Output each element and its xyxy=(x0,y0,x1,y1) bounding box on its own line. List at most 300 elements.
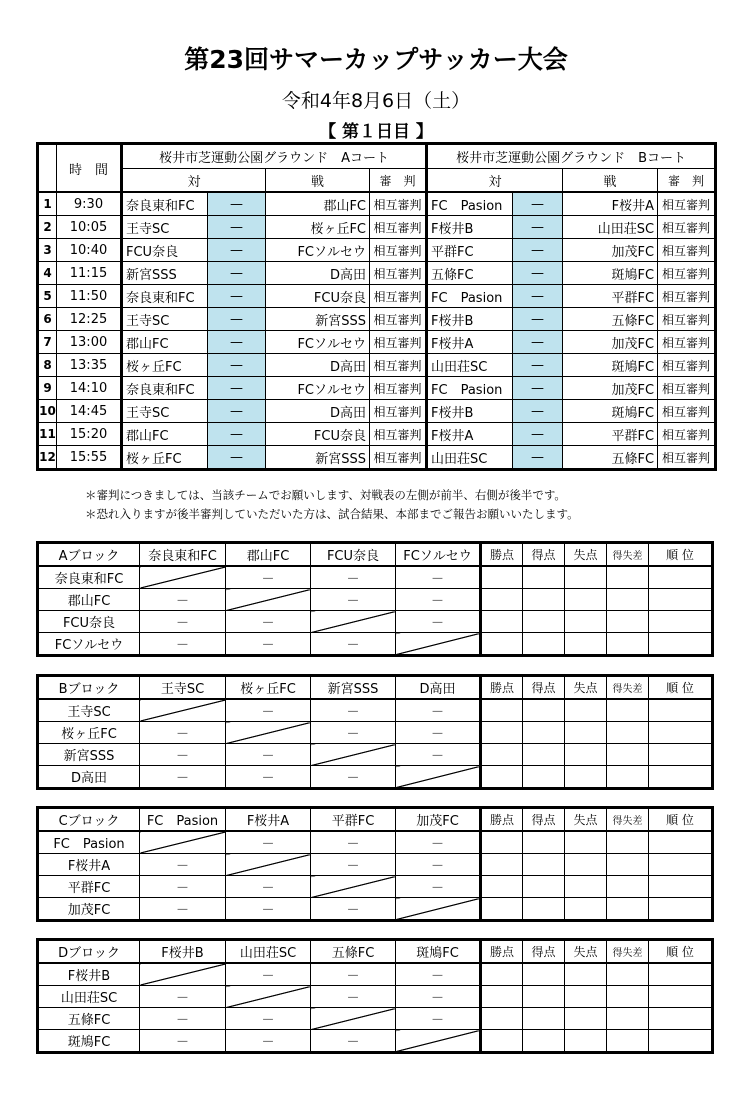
match-time: 13:35 xyxy=(57,354,122,377)
day-label: 【 第１日目 】 xyxy=(319,122,433,142)
court-b-dash: — xyxy=(513,400,563,423)
court-b-team-left: F桜井A xyxy=(427,331,513,354)
match-result-cell: － xyxy=(226,611,311,633)
court-b-dash: — xyxy=(513,354,563,377)
standing-cell xyxy=(649,611,713,633)
court-b-dash: — xyxy=(513,446,563,470)
court-a-referee: 相互審判 xyxy=(370,262,427,285)
diagonal-cell xyxy=(226,589,311,611)
block-row-team: FC Pasion xyxy=(38,831,140,854)
court-a-dash: — xyxy=(208,308,266,331)
court-b-team-left: F桜井B xyxy=(427,308,513,331)
court-a-vs-header: 対 xyxy=(122,169,266,193)
rank-header: 順 位 xyxy=(649,808,713,832)
court-b-ref-header: 審 判 xyxy=(658,169,716,193)
block-table xyxy=(36,674,714,790)
block-row xyxy=(38,876,713,898)
court-b-team-right: 加茂FC xyxy=(563,331,658,354)
match-result-cell: － xyxy=(396,876,481,898)
standing-cell xyxy=(481,1008,523,1030)
court-a-team-left: 桜ヶ丘FC xyxy=(122,446,208,470)
block-col-team: 新宮SSS xyxy=(311,676,396,700)
block-row xyxy=(38,766,713,789)
match-time: 14:45 xyxy=(57,400,122,423)
standing-cell xyxy=(481,963,523,986)
court-a-ref-header: 審 判 xyxy=(370,169,427,193)
court-a-referee: 相互審判 xyxy=(370,285,427,308)
court-b-team-left: FC Pasion xyxy=(427,377,513,400)
schedule-row xyxy=(38,239,716,262)
standing-cell xyxy=(649,986,713,1008)
standing-cell xyxy=(481,744,523,766)
goals-against-header: 失点 xyxy=(565,940,607,964)
court-b-dash: — xyxy=(513,308,563,331)
standing-cell xyxy=(481,611,523,633)
block-row-team: 五條FC xyxy=(38,1008,140,1030)
points-header: 勝点 xyxy=(481,940,523,964)
standing-cell xyxy=(649,876,713,898)
court-b-team-left: F桜井B xyxy=(427,216,513,239)
court-a-dash: — xyxy=(208,331,266,354)
standing-cell xyxy=(481,876,523,898)
match-schedule-table xyxy=(36,142,717,471)
match-result-cell: － xyxy=(396,854,481,876)
court-a-team-left: 奈良東和FC xyxy=(122,377,208,400)
block-table xyxy=(36,541,714,657)
court-a-referee: 相互審判 xyxy=(370,308,427,331)
note-1: ＊審判につきましては、当該チームでお願いします、対戦表の左側が前半、右側が後半です。 xyxy=(85,488,566,502)
match-result-cell: － xyxy=(140,1008,226,1030)
match-result-cell: － xyxy=(396,1008,481,1030)
court-b-vs-header-2: 戦 xyxy=(563,169,658,193)
match-result-cell: － xyxy=(311,722,396,744)
standing-cell xyxy=(607,986,649,1008)
block-col-team: FC Pasion xyxy=(140,808,226,832)
block-row xyxy=(38,854,713,876)
diagonal-cell xyxy=(396,898,481,921)
standing-cell xyxy=(607,633,649,656)
block-row-team: 桜ヶ丘FC xyxy=(38,722,140,744)
block-row-team: 王寺SC xyxy=(38,699,140,722)
block-row-team: F桜井A xyxy=(38,854,140,876)
court-b-referee: 相互審判 xyxy=(658,331,716,354)
standing-cell xyxy=(523,963,565,986)
match-result-cell: － xyxy=(226,898,311,921)
standing-cell xyxy=(523,611,565,633)
block-col-team: FCU奈良 xyxy=(311,543,396,567)
match-number: 4 xyxy=(38,262,57,285)
diagonal-cell xyxy=(311,611,396,633)
match-time: 10:05 xyxy=(57,216,122,239)
court-a-dash: — xyxy=(208,446,266,470)
standing-cell xyxy=(565,611,607,633)
court-b-team-left: F桜井A xyxy=(427,423,513,446)
standing-cell xyxy=(565,986,607,1008)
block-col-team: 王寺SC xyxy=(140,676,226,700)
block-row xyxy=(38,898,713,921)
standing-cell xyxy=(565,963,607,986)
court-b-referee: 相互審判 xyxy=(658,285,716,308)
court-a-team-right: D高田 xyxy=(266,262,370,285)
block-name: Dブロック xyxy=(38,940,140,964)
schedule-row xyxy=(38,423,716,446)
match-result-cell: － xyxy=(226,566,311,589)
match-number: 9 xyxy=(38,377,57,400)
block-row xyxy=(38,589,713,611)
court-a-team-right: 新宮SSS xyxy=(266,446,370,470)
block-row-team: 平群FC xyxy=(38,876,140,898)
standing-cell xyxy=(481,986,523,1008)
block-row xyxy=(38,986,713,1008)
match-number: 7 xyxy=(38,331,57,354)
court-b-team-right: 加茂FC xyxy=(563,377,658,400)
court-b-dash: — xyxy=(513,239,563,262)
match-result-cell: － xyxy=(140,898,226,921)
court-a-team-right: 新宮SSS xyxy=(266,308,370,331)
match-result-cell: － xyxy=(311,1030,396,1053)
match-time: 11:15 xyxy=(57,262,122,285)
standing-cell xyxy=(649,854,713,876)
standing-cell xyxy=(565,766,607,789)
court-b-referee: 相互審判 xyxy=(658,377,716,400)
standing-cell xyxy=(481,1030,523,1053)
court-a-team-left: 新宮SSS xyxy=(122,262,208,285)
match-number: 12 xyxy=(38,446,57,470)
schedule-row xyxy=(38,285,716,308)
block-table xyxy=(36,938,714,1054)
block-col-team: 加茂FC xyxy=(396,808,481,832)
diagonal-cell xyxy=(140,699,226,722)
match-number: 10 xyxy=(38,400,57,423)
points-header: 勝点 xyxy=(481,543,523,567)
goal-diff-header: 得失差 xyxy=(607,808,649,832)
court-b-dash: — xyxy=(513,192,563,216)
court-a-team-right: D高田 xyxy=(266,400,370,423)
diagonal-cell xyxy=(226,854,311,876)
standing-cell xyxy=(649,963,713,986)
court-b-team-right: F桜井A xyxy=(563,192,658,216)
standing-cell xyxy=(481,633,523,656)
goals-for-header: 得点 xyxy=(523,940,565,964)
court-a-team-right: D高田 xyxy=(266,354,370,377)
standing-cell xyxy=(481,566,523,589)
standing-cell xyxy=(565,876,607,898)
match-result-cell: － xyxy=(311,566,396,589)
match-time: 12:25 xyxy=(57,308,122,331)
court-b-team-left: 山田荘SC xyxy=(427,354,513,377)
standing-cell xyxy=(481,831,523,854)
match-result-cell: － xyxy=(140,766,226,789)
court-a-team-left: 王寺SC xyxy=(122,400,208,423)
notes xyxy=(85,486,579,524)
court-b-dash: — xyxy=(513,331,563,354)
court-b-team-right: 平群FC xyxy=(563,285,658,308)
block-col-team: 平群FC xyxy=(311,808,396,832)
court-b-team-right: 山田荘SC xyxy=(563,216,658,239)
match-result-cell: － xyxy=(140,986,226,1008)
standing-cell xyxy=(565,1030,607,1053)
schedule-row xyxy=(38,192,716,216)
match-number: 11 xyxy=(38,423,57,446)
court-a-team-right: 郡山FC xyxy=(266,192,370,216)
match-result-cell: － xyxy=(140,1030,226,1053)
court-a-team-left: 桜ヶ丘FC xyxy=(122,354,208,377)
match-result-cell: － xyxy=(140,722,226,744)
court-a-referee: 相互審判 xyxy=(370,192,427,216)
match-result-cell: － xyxy=(311,831,396,854)
court-b-team-left: FC Pasion xyxy=(427,285,513,308)
standing-cell xyxy=(565,744,607,766)
court-b-referee: 相互審判 xyxy=(658,262,716,285)
court-a-referee: 相互審判 xyxy=(370,239,427,262)
standing-cell xyxy=(649,831,713,854)
block-row-team: 斑鳩FC xyxy=(38,1030,140,1053)
standing-cell xyxy=(481,699,523,722)
schedule-row xyxy=(38,331,716,354)
standing-cell xyxy=(607,566,649,589)
match-result-cell: － xyxy=(396,963,481,986)
court-b-team-right: 平群FC xyxy=(563,423,658,446)
court-b-team-right: 斑鳩FC xyxy=(563,262,658,285)
block-col-team: 五條FC xyxy=(311,940,396,964)
court-b-team-right: 斑鳩FC xyxy=(563,400,658,423)
time-header: 時 間 xyxy=(57,144,122,193)
standing-cell xyxy=(607,589,649,611)
match-result-cell: － xyxy=(140,744,226,766)
court-a-referee: 相互審判 xyxy=(370,354,427,377)
block-row xyxy=(38,722,713,744)
standing-cell xyxy=(649,722,713,744)
goal-diff-header: 得失差 xyxy=(607,543,649,567)
match-result-cell: － xyxy=(226,699,311,722)
match-time: 9:30 xyxy=(57,192,122,216)
block-col-team: F桜井B xyxy=(140,940,226,964)
goal-diff-header: 得失差 xyxy=(607,676,649,700)
block-row xyxy=(38,611,713,633)
match-result-cell: － xyxy=(140,876,226,898)
block-row xyxy=(38,1008,713,1030)
standing-cell xyxy=(481,854,523,876)
block-col-team: 郡山FC xyxy=(226,543,311,567)
match-result-cell: － xyxy=(140,611,226,633)
standing-cell xyxy=(565,566,607,589)
block-row-team: FCソルセウ xyxy=(38,633,140,656)
court-a-referee: 相互審判 xyxy=(370,423,427,446)
court-b-dash: — xyxy=(513,285,563,308)
diagonal-cell xyxy=(396,633,481,656)
court-a-team-left: 郡山FC xyxy=(122,423,208,446)
standing-cell xyxy=(607,1008,649,1030)
court-b-referee: 相互審判 xyxy=(658,239,716,262)
standing-cell xyxy=(607,744,649,766)
standing-cell xyxy=(649,566,713,589)
block-row xyxy=(38,699,713,722)
diagonal-cell xyxy=(311,744,396,766)
court-a-dash: — xyxy=(208,400,266,423)
court-b-dash: — xyxy=(513,423,563,446)
court-b-team-left: FC Pasion xyxy=(427,192,513,216)
court-b-referee: 相互審判 xyxy=(658,192,716,216)
standing-cell xyxy=(565,854,607,876)
standing-cell xyxy=(523,699,565,722)
standing-cell xyxy=(565,722,607,744)
goals-against-header: 失点 xyxy=(565,808,607,832)
match-result-cell: － xyxy=(226,831,311,854)
court-a-team-right: 桜ヶ丘FC xyxy=(266,216,370,239)
standing-cell xyxy=(565,589,607,611)
match-result-cell: － xyxy=(311,898,396,921)
note-2: ＊恐れ入りますが後半審判していただいた方は、試合結果、本部までご報告お願いいたします。 xyxy=(85,507,579,521)
match-result-cell: － xyxy=(140,633,226,656)
court-b-dash: — xyxy=(513,216,563,239)
match-result-cell: － xyxy=(396,611,481,633)
match-result-cell: － xyxy=(140,589,226,611)
standing-cell xyxy=(481,766,523,789)
court-a-team-right: FCソルセウ xyxy=(266,331,370,354)
court-a-dash: — xyxy=(208,423,266,446)
block-col-team: 斑鳩FC xyxy=(396,940,481,964)
block-row-team: 新宮SSS xyxy=(38,744,140,766)
block-row xyxy=(38,1030,713,1053)
court-a-team-right: FCソルセウ xyxy=(266,377,370,400)
match-result-cell: － xyxy=(140,854,226,876)
standing-cell xyxy=(523,744,565,766)
block-row-team: 加茂FC xyxy=(38,898,140,921)
match-number: 2 xyxy=(38,216,57,239)
match-result-cell: － xyxy=(396,831,481,854)
goals-for-header: 得点 xyxy=(523,676,565,700)
match-number: 5 xyxy=(38,285,57,308)
standing-cell xyxy=(607,963,649,986)
event-date: 令和4年8月6日（土） xyxy=(281,90,471,112)
match-result-cell: － xyxy=(396,566,481,589)
standing-cell xyxy=(523,1008,565,1030)
schedule-row xyxy=(38,308,716,331)
standing-cell xyxy=(523,1030,565,1053)
block-row-team: D高田 xyxy=(38,766,140,789)
court-b-referee: 相互審判 xyxy=(658,354,716,377)
match-result-cell: － xyxy=(311,699,396,722)
block-row xyxy=(38,831,713,854)
match-result-cell: － xyxy=(226,963,311,986)
standing-cell xyxy=(523,831,565,854)
court-b-dash: — xyxy=(513,377,563,400)
court-a-dash: — xyxy=(208,354,266,377)
points-header: 勝点 xyxy=(481,808,523,832)
court-a-header: 桜井市芝運動公園グラウンド Aコート xyxy=(122,144,427,169)
court-b-referee: 相互審判 xyxy=(658,216,716,239)
rank-header: 順 位 xyxy=(649,940,713,964)
court-b-team-right: 加茂FC xyxy=(563,239,658,262)
court-a-referee: 相互審判 xyxy=(370,446,427,470)
block-col-team: F桜井A xyxy=(226,808,311,832)
court-a-team-right: FCソルセウ xyxy=(266,239,370,262)
block-row xyxy=(38,633,713,656)
match-time: 13:00 xyxy=(57,331,122,354)
court-b-team-left: 五條FC xyxy=(427,262,513,285)
block-row xyxy=(38,566,713,589)
block-table xyxy=(36,806,714,922)
court-a-referee: 相互審判 xyxy=(370,331,427,354)
schedule-row xyxy=(38,446,716,470)
court-a-team-left: FCU奈良 xyxy=(122,239,208,262)
page-title: 第23回サマーカップサッカー大会 xyxy=(184,45,568,74)
block-row-team: 山田荘SC xyxy=(38,986,140,1008)
court-b-referee: 相互審判 xyxy=(658,446,716,470)
diagonal-cell xyxy=(311,1008,396,1030)
court-a-team-left: 郡山FC xyxy=(122,331,208,354)
match-time: 15:20 xyxy=(57,423,122,446)
match-number: 1 xyxy=(38,192,57,216)
standing-cell xyxy=(649,898,713,921)
match-time: 10:40 xyxy=(57,239,122,262)
standing-cell xyxy=(481,722,523,744)
standing-cell xyxy=(565,699,607,722)
standing-cell xyxy=(523,633,565,656)
court-b-team-right: 五條FC xyxy=(563,446,658,470)
standing-cell xyxy=(649,589,713,611)
standing-cell xyxy=(649,699,713,722)
standing-cell xyxy=(607,611,649,633)
court-a-team-left: 王寺SC xyxy=(122,216,208,239)
court-a-team-left: 奈良東和FC xyxy=(122,192,208,216)
court-b-team-right: 斑鳩FC xyxy=(563,354,658,377)
standing-cell xyxy=(523,722,565,744)
match-number: 3 xyxy=(38,239,57,262)
match-time: 11:50 xyxy=(57,285,122,308)
standing-cell xyxy=(607,898,649,921)
standing-cell xyxy=(607,766,649,789)
standing-cell xyxy=(607,699,649,722)
block-name: Aブロック xyxy=(38,543,140,567)
points-header: 勝点 xyxy=(481,676,523,700)
standing-cell xyxy=(481,898,523,921)
court-b-referee: 相互審判 xyxy=(658,308,716,331)
standing-cell xyxy=(649,766,713,789)
court-b-referee: 相互審判 xyxy=(658,423,716,446)
court-a-team-left: 奈良東和FC xyxy=(122,285,208,308)
court-b-team-right: 五條FC xyxy=(563,308,658,331)
court-b-team-left: F桜井B xyxy=(427,400,513,423)
court-b-header: 桜井市芝運動公園グラウンド Bコート xyxy=(427,144,716,169)
block-row xyxy=(38,963,713,986)
schedule-row xyxy=(38,377,716,400)
match-result-cell: － xyxy=(226,744,311,766)
standing-cell xyxy=(523,566,565,589)
goals-for-header: 得点 xyxy=(523,543,565,567)
court-a-dash: — xyxy=(208,216,266,239)
standing-cell xyxy=(607,1030,649,1053)
goals-against-header: 失点 xyxy=(565,676,607,700)
court-b-vs-header: 対 xyxy=(427,169,563,193)
block-col-team: 奈良東和FC xyxy=(140,543,226,567)
match-result-cell: － xyxy=(396,699,481,722)
match-result-cell: － xyxy=(226,633,311,656)
match-number: 8 xyxy=(38,354,57,377)
court-a-dash: — xyxy=(208,377,266,400)
court-a-team-right: FCU奈良 xyxy=(266,423,370,446)
match-result-cell: － xyxy=(396,744,481,766)
court-a-referee: 相互審判 xyxy=(370,400,427,423)
match-result-cell: － xyxy=(311,854,396,876)
standing-cell xyxy=(607,722,649,744)
standing-cell xyxy=(523,589,565,611)
standing-cell xyxy=(565,1008,607,1030)
standing-cell xyxy=(649,633,713,656)
match-result-cell: － xyxy=(396,986,481,1008)
court-a-vs-header-2: 戦 xyxy=(266,169,370,193)
diagonal-cell xyxy=(226,986,311,1008)
